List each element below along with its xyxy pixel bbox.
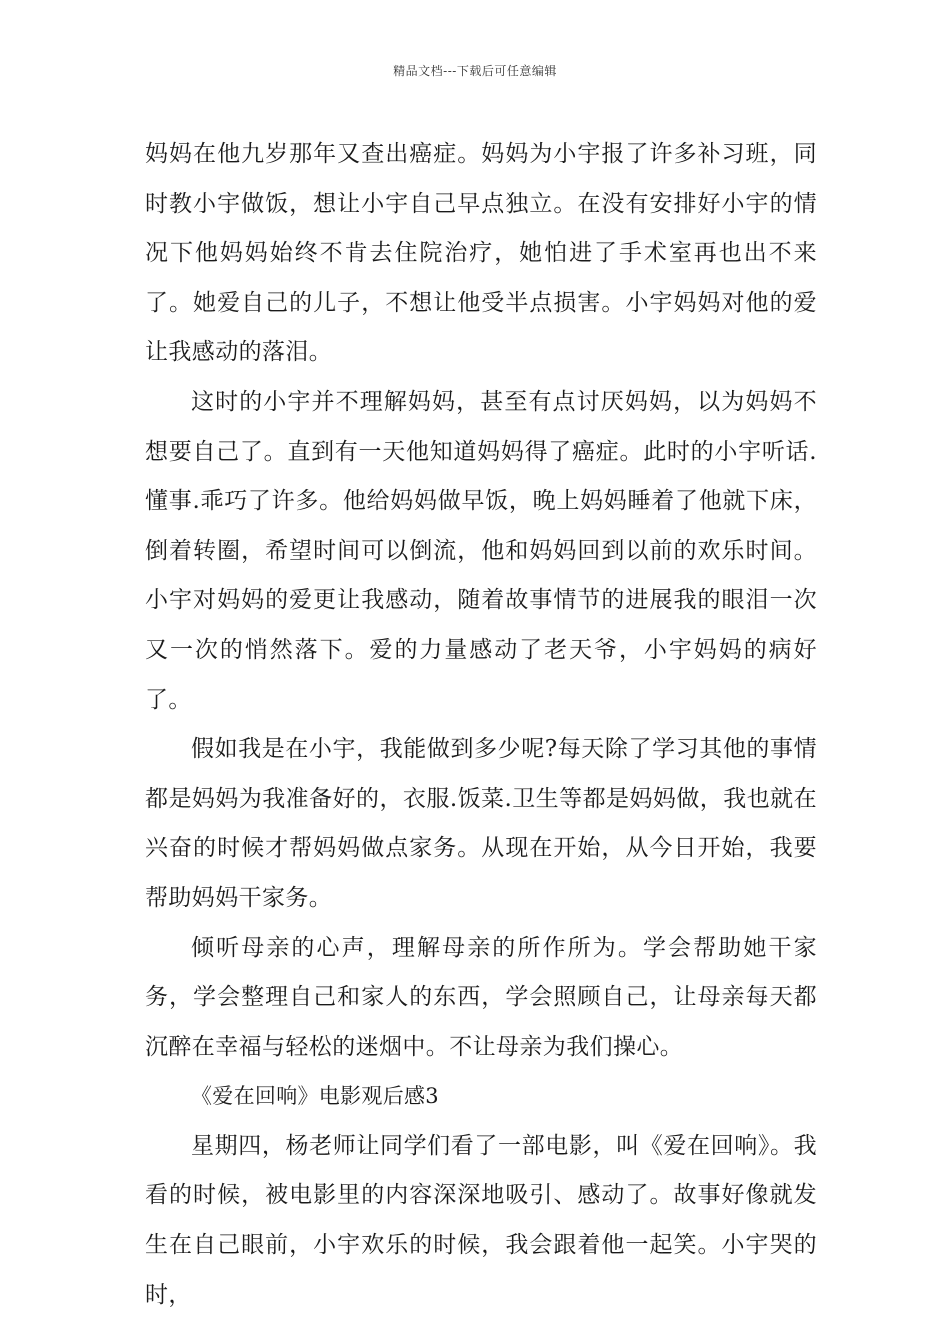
paragraph-5: 星期四，杨老师让同学们看了一部电影，叫《爱在回响》。我看的时候，被电影里的内容深深地吸引、感动了。故事好像就发生在自己眼前，小宇欢乐的时候，我会跟着他一起笑。小宇哭的时， xyxy=(145,1132,817,1308)
paragraph-1: 妈妈在他九岁那年又查出癌症。妈妈为小宇报了许多补习班，同时教小宇做饭，想让小宇自己早点独立。在没有安排好小宇的情况下他妈妈始终不肯去住院治疗，她怕进了手术室再也出不来了。她爱自己的儿子，不想让他受半点损害。小宇妈妈对他的爱让我感动的落泪。 xyxy=(145,141,817,366)
document-body xyxy=(145,130,817,1320)
paragraph-3: 假如我是在小宇，我能做到多少呢?每天除了学习其他的事情都是妈妈为我准备好的，衣服.饭菜.卫生等都是妈妈做，我也就在兴奋的时候才帮妈妈做点家务。从现在开始，从今日开始，我要帮助妈妈干家务。 xyxy=(145,736,817,911)
section-title: 《爱在回响》电影观后感3 xyxy=(191,1084,439,1109)
paragraph-4: 倾听母亲的心声，理解母亲的所作所为。学会帮助她干家务，学会整理自己和家人的东西，学会照顾自己，让母亲每天都沉醉在幸福与轻松的迷烟中。不让母亲为我们操心。 xyxy=(145,934,817,1060)
page-header: 精品文档---下载后可任意编辑 xyxy=(393,64,557,78)
paragraph-2: 这时的小宇并不理解妈妈，甚至有点讨厌妈妈，以为妈妈不想要自己了。直到有一天他知道妈妈得了癌症。此时的小宇听话.懂事.乖巧了许多。他给妈妈做早饭，晚上妈妈睡着了他就下床，倒着转圈，希望时间可以倒流，他和妈妈回到以前的欢乐时间。小宇对妈妈的爱更让我感动，随着故事情节的进展我的眼泪一次又一次的悄然落下。爱的力量感动了老天爷，小宇妈妈的病好了。 xyxy=(145,388,817,713)
